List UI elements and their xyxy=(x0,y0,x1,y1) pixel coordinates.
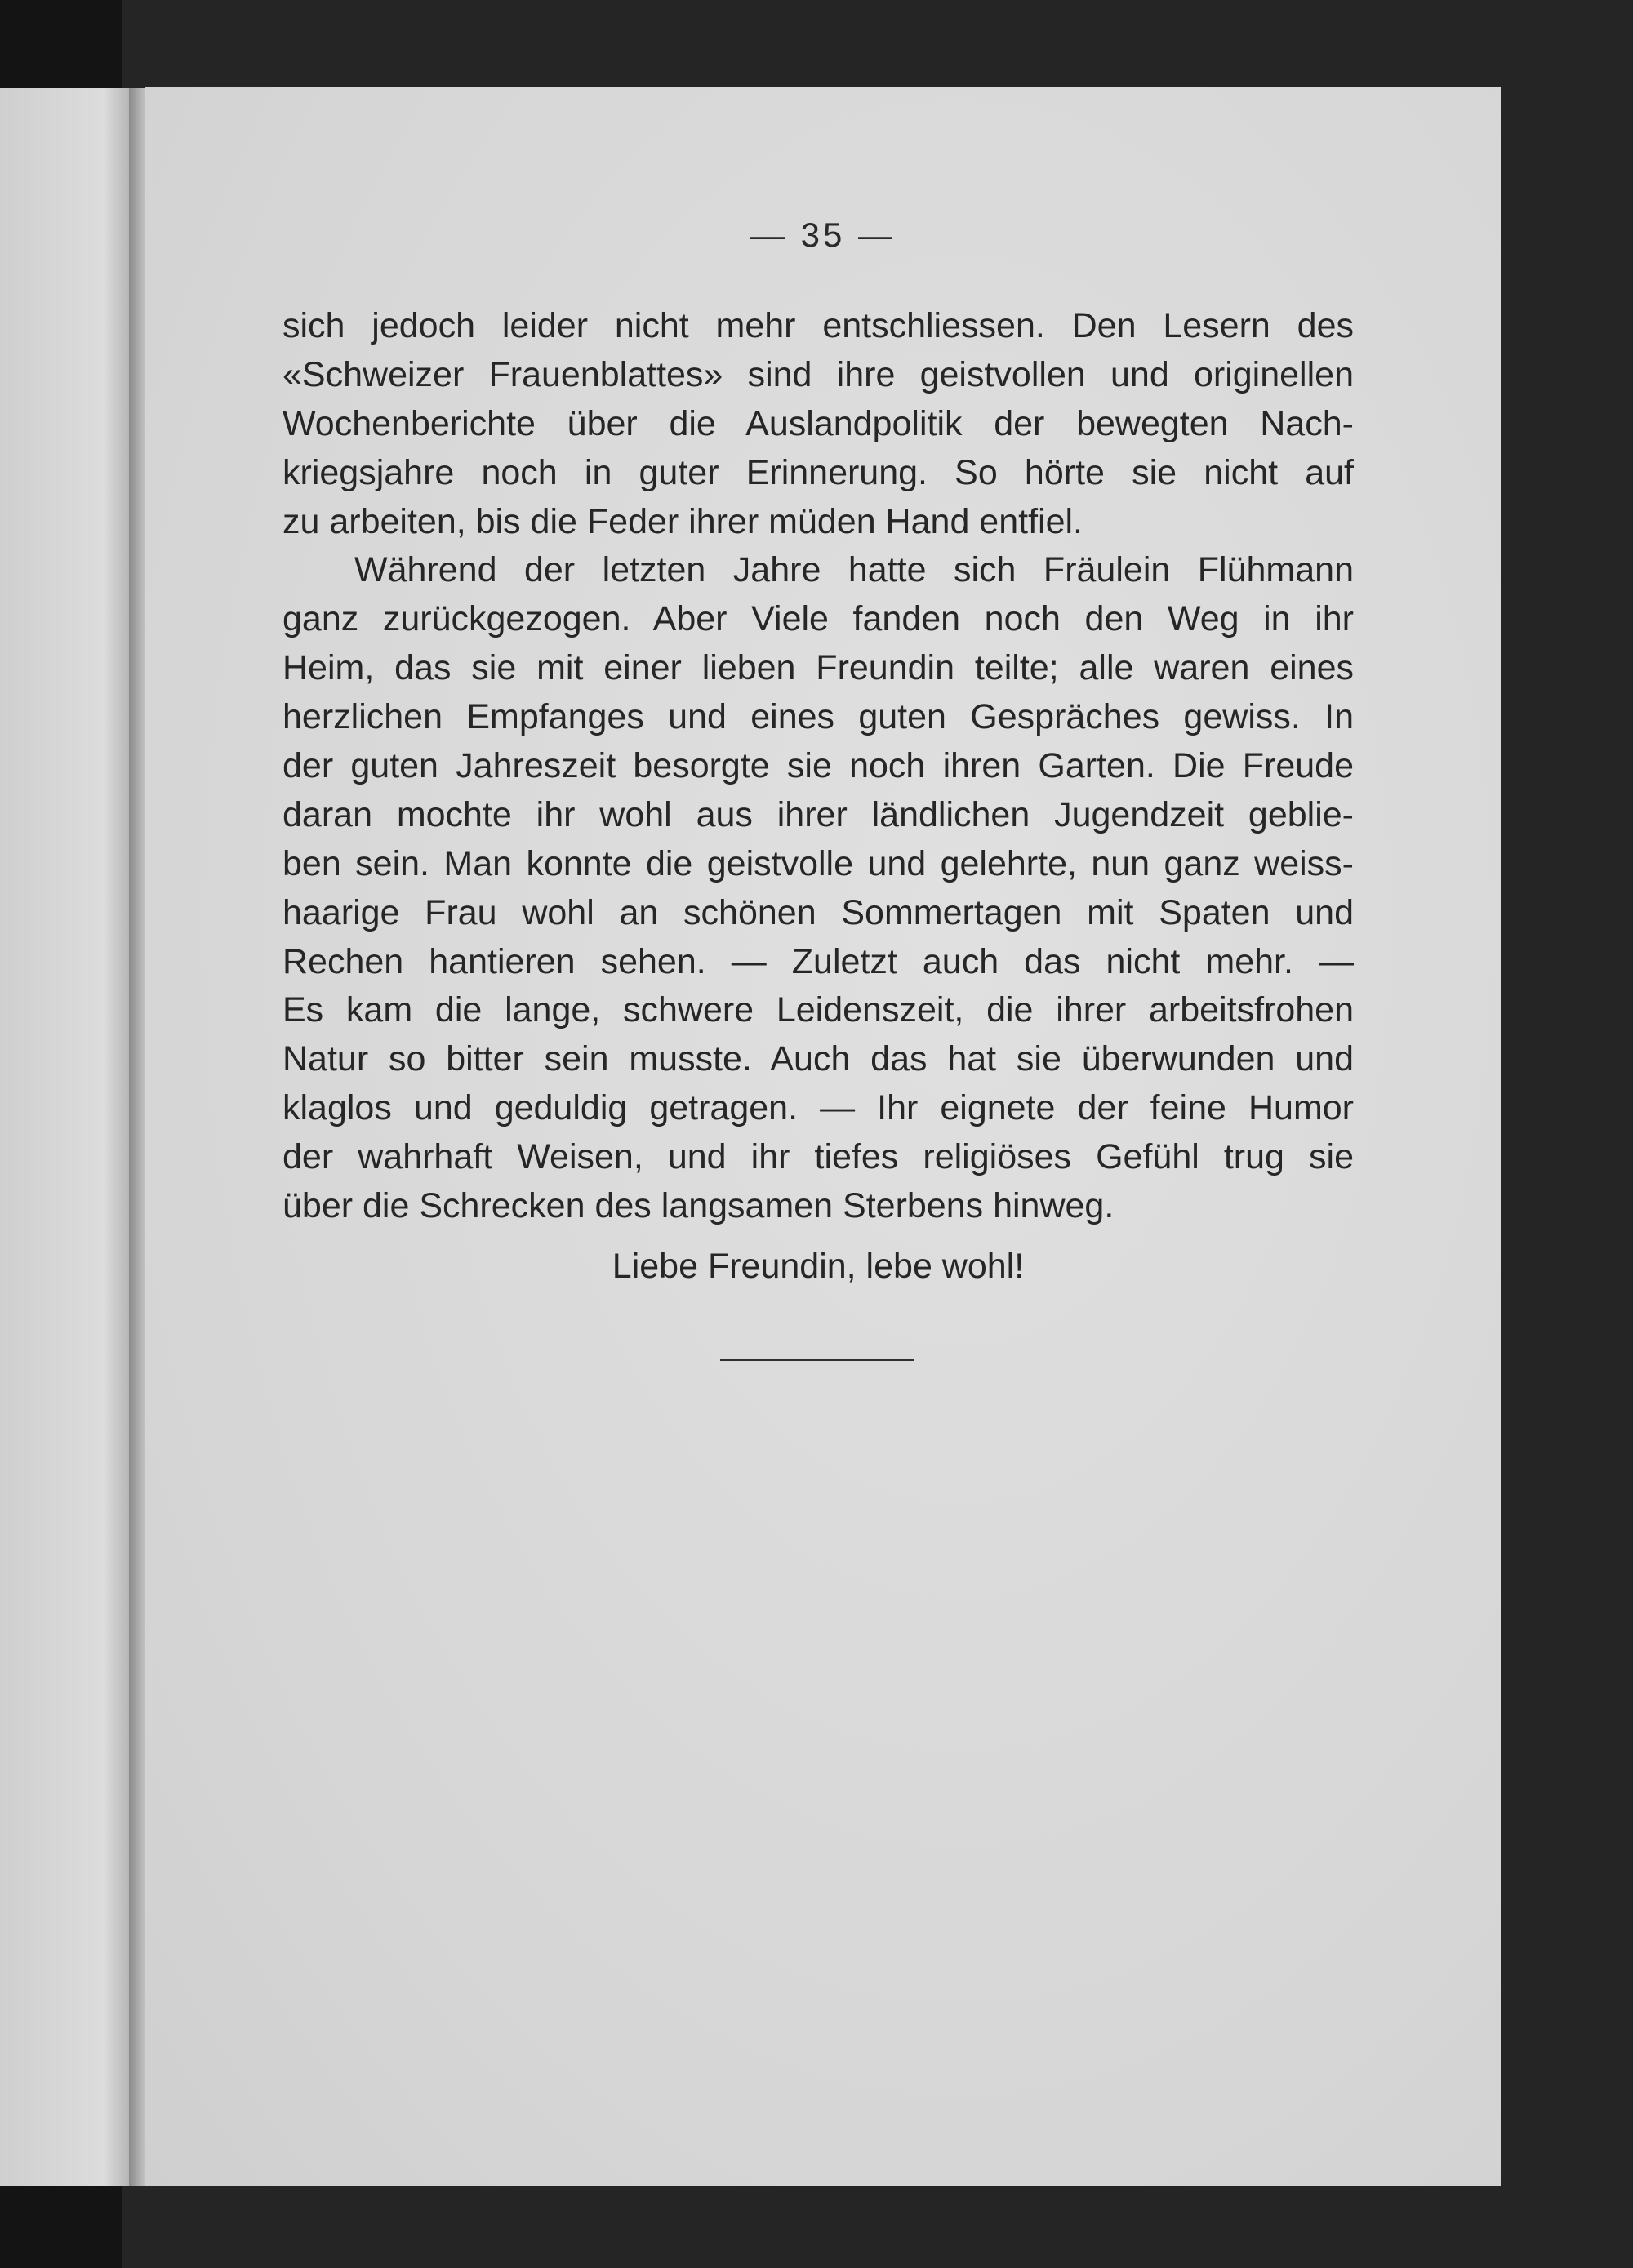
text-line: Wochenberichte über die Auslandpolitik der bewegten Nach- xyxy=(283,403,1354,443)
text-line: Rechen hantieren sehen. — Zuletzt auch das nicht mehr. — xyxy=(283,941,1354,981)
text-line: Es kam die lange, schwere Leidenszeit, die ihrer arbeitsfrohen xyxy=(283,990,1354,1030)
text-line: Während der letzten Jahre hatte sich Fräulein Flühmann xyxy=(354,550,1354,590)
text-line: über die Schrecken des langsamen Sterbens hinweg. xyxy=(283,1186,1115,1226)
text-line: «Schweizer Frauenblattes» sind ihre geistvollen und originellen xyxy=(283,354,1354,394)
paragraph-1 xyxy=(283,302,1354,546)
text-line: haarige Frau wohl an schönen Sommertagen mit Spaten und xyxy=(283,892,1354,932)
text-line: ben sein. Man konnte die geistvolle und gelehrte, nun ganz weiss- xyxy=(283,843,1354,883)
book-page xyxy=(145,87,1501,2186)
text-line: herzlichen Empfanges und eines guten Gespräches gewiss. In xyxy=(283,697,1354,737)
book-gutter xyxy=(129,88,147,2186)
text-line: der guten Jahreszeit besorgte sie noch ihren Garten. Die Freude xyxy=(283,746,1354,786)
text-line: kriegsjahre noch in guter Erinnerung. So hörte sie nicht auf xyxy=(283,452,1354,492)
text-line: Heim, das sie mit einer lieben Freundin teilte; alle waren eines xyxy=(283,648,1354,688)
page-number: — 35 — xyxy=(750,216,897,254)
facing-page-edge xyxy=(0,88,139,2186)
text-line: klaglos und geduldig getragen. — Ihr eignete der feine Humor xyxy=(283,1088,1354,1128)
paragraph-2 xyxy=(283,546,1354,1230)
text-line: Natur so bitter sein musste. Auch das hat sie überwunden und xyxy=(283,1039,1354,1079)
text-line: der wahrhaft Weisen, und ihr tiefes religiöses Gefühl trug sie xyxy=(283,1137,1354,1177)
closing-line: Liebe Freundin, lebe wohl! xyxy=(612,1246,1025,1286)
text-line: daran mochte ihr wohl aus ihrer ländlichen Jugendzeit geblie- xyxy=(283,794,1354,834)
text-line: sich jedoch leider nicht mehr entschliessen. Den Lesern des xyxy=(283,306,1354,345)
section-divider xyxy=(720,1359,914,1361)
text-line: ganz zurückgezogen. Aber Viele fanden noch den Weg in ihr xyxy=(283,599,1354,639)
page-body xyxy=(283,302,1354,1292)
text-line: zu arbeiten, bis die Feder ihrer müden Hand entfiel. xyxy=(283,501,1083,541)
